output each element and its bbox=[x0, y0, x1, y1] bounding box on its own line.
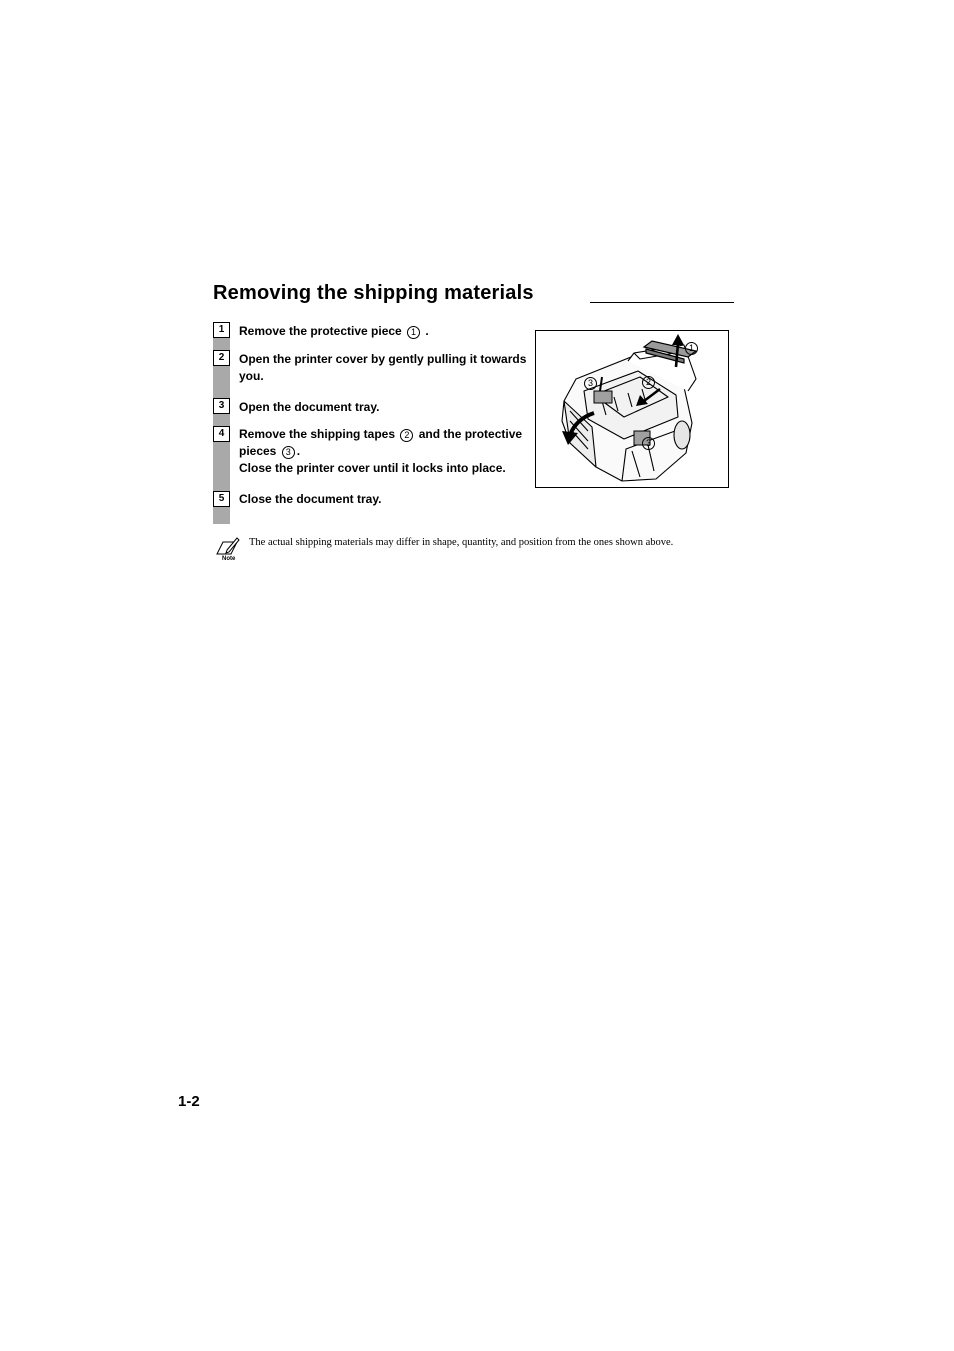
step-text-5: Close the document tray. bbox=[239, 492, 382, 506]
section-title: Removing the shipping materials bbox=[213, 282, 534, 304]
figure-callout-3a: 3 bbox=[584, 377, 597, 390]
callout-3: 3 bbox=[282, 446, 295, 459]
step-number-5: 5 bbox=[213, 491, 230, 507]
step-text-1: Remove the protective piece 1 . bbox=[239, 324, 429, 338]
pencil-icon bbox=[215, 536, 241, 558]
step-number-2: 2 bbox=[213, 350, 230, 366]
step-text-4: Remove the shipping tapes 2 and the protective pieces 3 . Close the printer cover until it locks into place. bbox=[239, 427, 523, 475]
page-number: 1-2 bbox=[178, 1093, 200, 1110]
callout-2: 2 bbox=[400, 429, 413, 442]
note-icon bbox=[215, 536, 241, 566]
note-label: Note bbox=[222, 556, 236, 562]
printer-drawing bbox=[536, 331, 728, 487]
step-number-1: 1 bbox=[213, 322, 230, 338]
figure-callout-2: 2 bbox=[642, 376, 655, 389]
printer-illustration bbox=[535, 330, 729, 488]
step-text-2: Open the printer cover by gently pulling it towards you. bbox=[239, 352, 527, 383]
step-text-3: Open the document tray. bbox=[239, 400, 380, 414]
note-text: The actual shipping materials may differ in shape, quantity, and position from the ones shown above. bbox=[249, 537, 674, 548]
step-number-3: 3 bbox=[213, 398, 230, 414]
step-number-4: 4 bbox=[213, 426, 230, 442]
figure-callout-1: 1 bbox=[685, 342, 698, 355]
title-rule bbox=[590, 302, 734, 303]
figure-callout-3b: 3 bbox=[642, 437, 655, 450]
callout-1: 1 bbox=[407, 326, 420, 339]
